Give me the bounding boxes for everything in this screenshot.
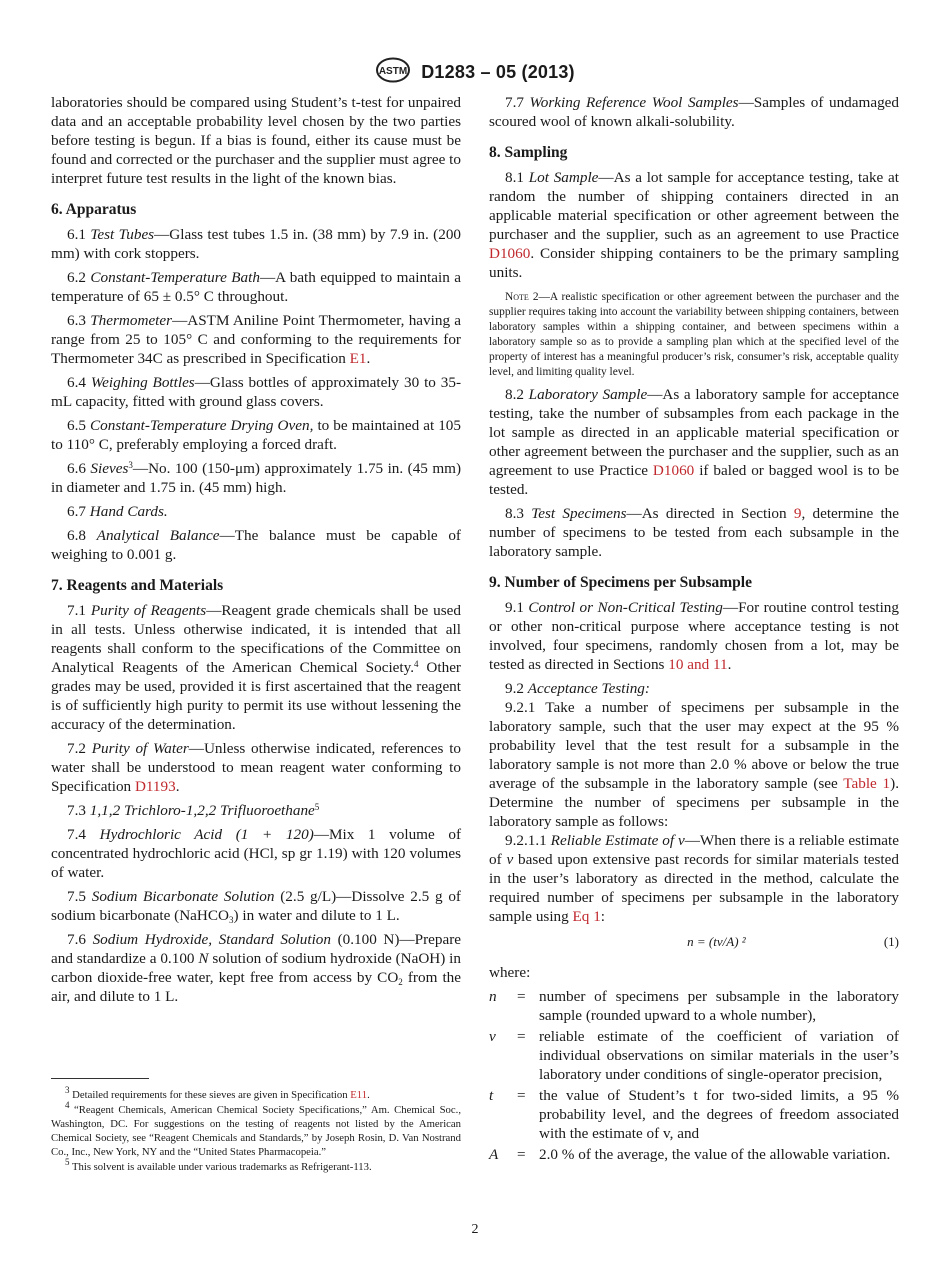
para-9-2-1: 9.2.1 Take a number of specimens per subsample in the laboratory sample, such that the user may expect at the 95 % probability level that the test result for a subsample in the laboratory sample is not more than 2.0 % above or below the true average of the subsample in the laboratory sample (see Table 1). Determine the number of specimens per subsample in the laboratory sample as follows: [489,699,899,830]
para-6-8: 6.8 Analytical Balance—The balance must be capable of weighing to 0.001 g. [51,527,461,563]
left-column [51,93,461,1011]
footnote-5: $^5$ This solvent is available under various trademarks as Refrigerant-113. [65,1157,372,1173]
definition-item [489,1086,899,1143]
para-6-5: 6.5 Constant-Temperature Drying Oven, to be maintained at 105 to 110° C, preferably employing a forced draft. [51,417,461,453]
para-7-2: 7.2 Purity of Water—Unless otherwise indicated, references to water shall be understood to mean reagent water conforming to Specification D1193. [51,740,462,795]
para-8-2: 8.2 Laboratory Sample—As a laboratory sample for acceptance testing, take the number of subsamples from each package in the lot sample as directed in an applicable material specification or other agreement between the purchaser and the supplier, such as an agreement to use Practice D1060 if baled or bagged wool is to be tested. [489,386,900,498]
definition-equals: = [517,988,526,1005]
page-number: 2 [471,1222,479,1237]
link-d1060-2[interactable]: D1060 [652,462,695,479]
para-6-4: 6.4 Weighing Bottles—Glass bottles of approximately 30 to 35-mL capacity, fitted with ground glass covers. [51,374,462,410]
definition-text: reliable estimate of the coefficient of variation of individual observations on similar materials in the user’s laboratory under conditions of single-operator precision, [539,1028,899,1083]
definition-text: 2.0 % of the average, the value of the allowable variation. [539,1146,891,1163]
definition-equals: = [517,1028,526,1045]
link-e1[interactable]: E1 [349,350,367,367]
definition-text: number of specimens per subsample in the laboratory sample (rounded upward to a whole number), [539,988,899,1024]
equation-number: (1) [883,934,899,949]
para-9-2-1-1: 9.2.1.1 Reliable Estimate of v—When there is a reliable estimate of v based upon extensive past records for similar materials tested in the user’s laboratory as directed in the method, calculate the required number of specimens per subsample in the laboratory sample using Eq 1: [489,832,900,925]
definition-symbol: A [489,1146,499,1163]
link-table-1[interactable]: Table 1 [843,775,891,792]
para-7-6: 7.6 Sodium Hydroxide, Standard Solution (0.100 N)—Prepare and standardize a 0.100 N solution of sodium hydroxide (NaOH) in carbon dioxide-free water, kept free from access by $CO_2$ from the air, and dilute to 1 L. [51,931,461,1005]
definition-text: the value of Student’s t for two-sided limits, a 95 % probability level, and the degrees of freedom associated with the estimate of v, and [539,1087,899,1142]
equation-formula: n = (tv/A) ² [687,934,746,949]
right-column [489,93,899,1166]
para-6-7: 6.7 Hand Cards. [67,503,168,520]
equation-1 [489,932,899,951]
definition-symbol: t [489,1087,494,1104]
footnote-4: $^4$ “Reagent Chemicals, American Chemical Society Specifications,” Am. Chemical Soc., Washington, DC. For suggestions on the testing of reagents not listed by the American Chemical Society, see “Reagent Chemicals and Standards,” by Joseph Rosin, D. Van Nostrand Co., Inc., New York, NY and the “United States Pharmacopeia.” [51,1100,461,1158]
definition-symbol: v [489,1028,496,1045]
link-section-9[interactable]: 9 [793,505,802,522]
footnotes [51,1085,461,1175]
para-6-3: 6.3 Thermometer—ASTM Aniline Point Thermometer, having a range from 25 to 105° C and conforming to the requirements for Thermometer 34C as prescribed in Specification E1. [51,312,462,367]
definition-equals: = [517,1146,526,1163]
para-6-1: 6.1 Test Tubes—Glass test tubes 1.5 in. (38 mm) by 7.9 in. (200 mm) with cork stoppers. [51,226,462,262]
section-9-heading: 9. Number of Specimens per Subsample [489,574,752,591]
para-9-2: 9.2 Acceptance Testing: [505,680,650,697]
para-7-1: 7.1 Purity of Reagents—Reagent grade chemicals shall be used in all tests. Unless otherwise indicated, it is intended that all reagents shall conform to the specifications of the Committee on Analytical Reagents of the American Chemical Society.$^4$ Other grades may be used, provided it is first ascertained that the reagent is of sufficiently high purity to permit its use without lessening the accuracy of the determination. [51,602,462,733]
definition-symbol: n [489,988,497,1005]
note-2: Note 2—A realistic specification or other agreement between the purchaser and the supplier requires taking into account the variability between shipping containers, between laboratory samples within a shipping container, and between specimens within a laboratory sample so as to provide a sampling plan which at the specified level of the property of interest has a meaningful producer’s risk, consumer’s risk, acceptable quality level, and limiting quality level. [489,291,899,378]
where-label: where: [489,964,531,981]
link-d1060[interactable]: D1060 [489,245,531,262]
svg-text:ASTM: ASTM [379,66,408,77]
link-eq-1[interactable]: Eq 1 [572,908,601,925]
section-6-heading: 6. Apparatus [51,201,137,218]
para-8-1: 8.1 Lot Sample—As a lot sample for acceptance testing, take at random the number of shipping containers directed in an applicable material specification or other agreement between the purchaser and the supplier, such as an agreement to use Practice D1060. Consider shipping containers to be the primary sampling units. [489,169,899,281]
definition-item [489,1027,899,1084]
section-8-heading: 8. Sampling [489,144,568,161]
definition-item [489,1145,899,1164]
para-7-5: 7.5 Sodium Bicarbonate Solution (2.5 g/L)—Dissolve 2.5 g of sodium bicarbonate (NaHCO$_3$) in water and dilute to 1 L. [51,888,461,925]
link-d1193[interactable]: D1193 [134,778,176,795]
intro-paragraph: laboratories should be compared using Student’s t-test for unpaired data and an acceptable probability level chosen by the two parties before testing is begun. If a bias is found, either its cause must be found and corrected or the purchaser and the supplier must agree to interpret future test results in the light of the known bias. [51,94,461,187]
definition-item [489,987,899,1025]
para-9-1: 9.1 Control or Non-Critical Testing—For routine control testing or other non-critical purpose where acceptance testing is not involved, four specimens, randomly chosen from a lot, may be tested as directed in Sections 10 and 11. [489,599,899,673]
link-e11[interactable]: E11 [350,1089,368,1101]
document-designation: D1283 – 05 (2013) [421,62,575,82]
definition-equals: = [517,1087,526,1104]
para-7-4: 7.4 Hydrochloric Acid (1 + 120)—Mix 1 volume of concentrated hydrochloric acid (HCl, sp gr 1.19) with 120 volumes of water. [51,826,462,881]
variable-definitions [489,987,899,1164]
para-6-2: 6.2 Constant-Temperature Bath—A bath equipped to maintain a temperature of 65 ± 0.5° C throughout. [51,269,461,305]
section-7-heading: 7. Reagents and Materials [51,577,224,594]
footnote-divider [51,1078,149,1079]
para-7-7: 7.7 Working Reference Wool Samples—Samples of undamaged scoured wool of known alkali-solubility. [489,94,899,130]
page-header [0,57,950,88]
footnote-3: $^3$ Detailed requirements for these sieves are given in Specification E11. [65,1085,370,1101]
para-6-6: 6.6 Sieves$^3$—No. 100 (150-μm) approximately 1.75 in. (45 mm) in diameter and 1.75 in. (45 mm) high. [51,460,461,496]
astm-logo-icon [375,57,411,88]
para-8-3: 8.3 Test Specimens—As directed in Section 9, determine the number of specimens to be tested from each subsample in the laboratory sample. [489,505,900,560]
para-7-3: 7.3 1,1,2 Trichloro-1,2,2 Trifluoroethane$^5$ [67,802,320,819]
link-sections-10-11[interactable]: 10 and 11 [668,656,728,673]
